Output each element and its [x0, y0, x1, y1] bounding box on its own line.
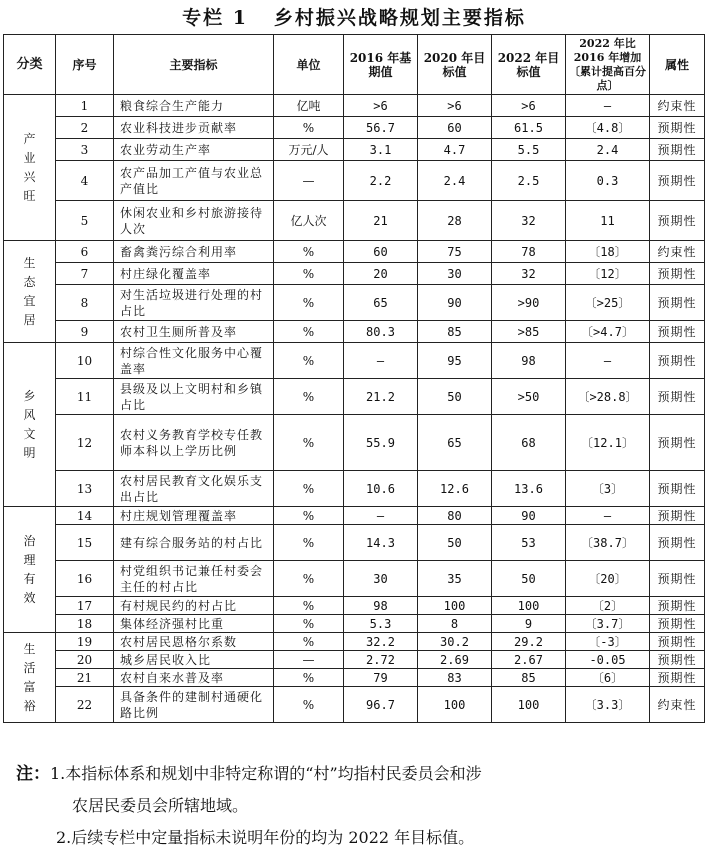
value-2022: 13.6	[492, 471, 566, 507]
value-2020: 50	[418, 525, 492, 561]
table-row	[4, 343, 705, 379]
unit-cell: %	[274, 633, 344, 651]
indicator-name: 县级及以上文明村和乡镇占比	[114, 379, 274, 415]
value-2016: 65	[344, 285, 418, 321]
value-2020: 100	[418, 597, 492, 615]
increase-value: 2.4	[566, 139, 650, 161]
row-index: 18	[56, 615, 114, 633]
increase-value: —	[566, 343, 650, 379]
table-row	[4, 525, 705, 561]
category-name: 生态宜居	[23, 255, 36, 327]
header-base-2016: 2016 年基期值	[344, 35, 418, 95]
header-index: 序号	[56, 35, 114, 95]
category-cell	[4, 507, 56, 633]
value-2022: 9	[492, 615, 566, 633]
table-row	[4, 507, 705, 525]
increase-value: 〔2〕	[566, 597, 650, 615]
table-row	[4, 201, 705, 241]
note-1-line-1: 1.本指标体系和规划中非特定称谓的“村”均指村民委员会和涉	[50, 764, 482, 783]
notes-label: 注：	[16, 764, 50, 784]
value-2016: —	[344, 507, 418, 525]
table-row	[4, 161, 705, 201]
note-1-continued: 农居民委员会所辖地域。	[72, 796, 249, 815]
unit-cell: %	[274, 597, 344, 615]
unit-cell: 万元/人	[274, 139, 344, 161]
category-name: 治理有效	[23, 533, 36, 605]
increase-value: 〔4.8〕	[566, 117, 650, 139]
row-index: 8	[56, 285, 114, 321]
attribute-cell: 预期性	[650, 263, 705, 285]
increase-value: 〔38.7〕	[566, 525, 650, 561]
unit-cell: %	[274, 669, 344, 687]
value-2016: 20	[344, 263, 418, 285]
table-row	[4, 321, 705, 343]
indicator-name: 休闲农业和乡村旅游接待人次	[114, 201, 274, 241]
attribute-cell: 约束性	[650, 687, 705, 723]
value-2022: >50	[492, 379, 566, 415]
value-2020: 35	[418, 561, 492, 597]
value-2020: 12.6	[418, 471, 492, 507]
value-2020: 75	[418, 241, 492, 263]
value-2022: 32	[492, 263, 566, 285]
value-2022: 61.5	[492, 117, 566, 139]
indicator-name: 农村卫生厕所普及率	[114, 321, 274, 343]
attribute-cell: 预期性	[650, 561, 705, 597]
table-row	[4, 117, 705, 139]
increase-value: 〔6〕	[566, 669, 650, 687]
value-2016: 79	[344, 669, 418, 687]
value-2020: 95	[418, 343, 492, 379]
value-2016: 80.3	[344, 321, 418, 343]
row-index: 7	[56, 263, 114, 285]
attribute-cell: 预期性	[650, 117, 705, 139]
row-index: 19	[56, 633, 114, 651]
value-2016: 32.2	[344, 633, 418, 651]
indicator-name: 农村自来水普及率	[114, 669, 274, 687]
increase-value: 11	[566, 201, 650, 241]
attribute-cell: 预期性	[650, 379, 705, 415]
value-2022: 2.5	[492, 161, 566, 201]
attribute-cell: 预期性	[650, 321, 705, 343]
value-2016: 30	[344, 561, 418, 597]
value-2020: >6	[418, 95, 492, 117]
attribute-cell: 预期性	[650, 471, 705, 507]
value-2022: >6	[492, 95, 566, 117]
unit-cell: %	[274, 471, 344, 507]
value-2016: 98	[344, 597, 418, 615]
row-index: 15	[56, 525, 114, 561]
row-index: 12	[56, 415, 114, 471]
header-row	[4, 35, 705, 95]
value-2022: 50	[492, 561, 566, 597]
value-2020: 90	[418, 285, 492, 321]
indicator-name: 建有综合服务站的村占比	[114, 525, 274, 561]
category-name: 产业兴旺	[23, 131, 36, 203]
table-row	[4, 687, 705, 723]
row-index: 21	[56, 669, 114, 687]
indicator-name: 城乡居民收入比	[114, 651, 274, 669]
table-row	[4, 633, 705, 651]
value-2020: 85	[418, 321, 492, 343]
attribute-cell: 预期性	[650, 285, 705, 321]
value-2020: 28	[418, 201, 492, 241]
category-cell	[4, 95, 56, 241]
indicator-name: 农产品加工产值与农业总产值比	[114, 161, 274, 201]
row-index: 3	[56, 139, 114, 161]
attribute-cell: 预期性	[650, 415, 705, 471]
row-index: 4	[56, 161, 114, 201]
value-2022: 68	[492, 415, 566, 471]
notes-section	[16, 758, 706, 854]
unit-cell: %	[274, 415, 344, 471]
row-index: 5	[56, 201, 114, 241]
increase-value: 0.3	[566, 161, 650, 201]
value-2016: >6	[344, 95, 418, 117]
value-2016: 5.3	[344, 615, 418, 633]
value-2022: 85	[492, 669, 566, 687]
table-row	[4, 263, 705, 285]
table-body	[4, 95, 705, 723]
indicator-name: 村庄绿化覆盖率	[114, 263, 274, 285]
category-cell	[4, 633, 56, 723]
attribute-cell: 约束性	[650, 95, 705, 117]
row-index: 2	[56, 117, 114, 139]
indicator-name: 村庄规划管理覆盖率	[114, 507, 274, 525]
table-row	[4, 669, 705, 687]
value-2016: —	[344, 343, 418, 379]
header-target-2022: 2022 年目标值	[492, 35, 566, 95]
header-category: 分类	[4, 35, 56, 95]
table-row	[4, 379, 705, 415]
row-index: 11	[56, 379, 114, 415]
indicator-name: 有村规民约的村占比	[114, 597, 274, 615]
value-2020: 100	[418, 687, 492, 723]
increase-value: 〔3.3〕	[566, 687, 650, 723]
value-2020: 80	[418, 507, 492, 525]
unit-cell: —	[274, 161, 344, 201]
table-row	[4, 415, 705, 471]
unit-cell: 亿人次	[274, 201, 344, 241]
value-2016: 96.7	[344, 687, 418, 723]
unit-cell: %	[274, 507, 344, 525]
increase-value: 〔-3〕	[566, 633, 650, 651]
value-2020: 2.69	[418, 651, 492, 669]
attribute-cell: 预期性	[650, 669, 705, 687]
value-2016: 2.72	[344, 651, 418, 669]
row-index: 14	[56, 507, 114, 525]
unit-cell: %	[274, 687, 344, 723]
row-index: 9	[56, 321, 114, 343]
note-2: 2.后续专栏中定量指标未说明年份的均为 2022 年目标值。	[56, 828, 475, 847]
unit-cell: %	[274, 263, 344, 285]
unit-cell: %	[274, 561, 344, 597]
row-index: 13	[56, 471, 114, 507]
value-2020: 30.2	[418, 633, 492, 651]
category-cell	[4, 241, 56, 343]
value-2016: 21.2	[344, 379, 418, 415]
value-2022: 53	[492, 525, 566, 561]
table-row	[4, 651, 705, 669]
table-row	[4, 285, 705, 321]
row-index: 20	[56, 651, 114, 669]
unit-cell: %	[274, 525, 344, 561]
value-2022: >90	[492, 285, 566, 321]
increase-value: —	[566, 507, 650, 525]
header-unit: 单位	[274, 35, 344, 95]
attribute-cell: 预期性	[650, 615, 705, 633]
header-indicator: 主要指标	[114, 35, 274, 95]
value-2020: 30	[418, 263, 492, 285]
attribute-cell: 约束性	[650, 241, 705, 263]
value-2022: 32	[492, 201, 566, 241]
value-2022: 98	[492, 343, 566, 379]
indicator-name: 农村居民恩格尔系数	[114, 633, 274, 651]
value-2022: 100	[492, 687, 566, 723]
value-2022: 100	[492, 597, 566, 615]
table-title: 专栏 1 乡村振兴战略规划主要指标	[182, 7, 526, 29]
table-row	[4, 139, 705, 161]
unit-cell: %	[274, 343, 344, 379]
table-row	[4, 241, 705, 263]
value-2020: 65	[418, 415, 492, 471]
indicator-name: 对生活垃圾进行处理的村占比	[114, 285, 274, 321]
indicator-name: 集体经济强村比重	[114, 615, 274, 633]
value-2020: 8	[418, 615, 492, 633]
value-2016: 56.7	[344, 117, 418, 139]
category-name: 乡风文明	[23, 388, 36, 460]
increase-value: 〔12〕	[566, 263, 650, 285]
value-2022: 78	[492, 241, 566, 263]
unit-cell: %	[274, 285, 344, 321]
unit-cell: 亿吨	[274, 95, 344, 117]
value-2022: >85	[492, 321, 566, 343]
attribute-cell: 预期性	[650, 161, 705, 201]
attribute-cell: 预期性	[650, 139, 705, 161]
table-row	[4, 597, 705, 615]
indicator-name: 农业劳动生产率	[114, 139, 274, 161]
value-2020: 60	[418, 117, 492, 139]
attribute-cell: 预期性	[650, 651, 705, 669]
row-index: 10	[56, 343, 114, 379]
increase-value: 〔3〕	[566, 471, 650, 507]
value-2022: 2.67	[492, 651, 566, 669]
increase-value: 〔>4.7〕	[566, 321, 650, 343]
unit-cell: %	[274, 117, 344, 139]
table-row	[4, 615, 705, 633]
indicator-name: 具备条件的建制村通硬化路比例	[114, 687, 274, 723]
category-cell	[4, 343, 56, 507]
value-2020: 2.4	[418, 161, 492, 201]
indicator-name: 畜禽粪污综合利用率	[114, 241, 274, 263]
increase-value: -0.05	[566, 651, 650, 669]
increase-value: 〔>28.8〕	[566, 379, 650, 415]
attribute-cell: 预期性	[650, 633, 705, 651]
increase-value: 〔>25〕	[566, 285, 650, 321]
increase-value: 〔3.7〕	[566, 615, 650, 633]
value-2020: 50	[418, 379, 492, 415]
indicator-name: 村党组织书记兼任村委会主任的村占比	[114, 561, 274, 597]
value-2020: 83	[418, 669, 492, 687]
value-2016: 21	[344, 201, 418, 241]
indicator-name: 农村居民教育文化娱乐支出占比	[114, 471, 274, 507]
header-increase: 2022 年比 2016 年增加〔累计提高百分点〕	[566, 35, 650, 95]
unit-cell: %	[274, 241, 344, 263]
unit-cell: %	[274, 321, 344, 343]
increase-value: 〔18〕	[566, 241, 650, 263]
value-2016: 55.9	[344, 415, 418, 471]
unit-cell: —	[274, 651, 344, 669]
increase-value: —	[566, 95, 650, 117]
increase-value: 〔20〕	[566, 561, 650, 597]
attribute-cell: 预期性	[650, 597, 705, 615]
row-index: 1	[56, 95, 114, 117]
table-row	[4, 471, 705, 507]
header-target-2020: 2020 年目标值	[418, 35, 492, 95]
note-1	[16, 758, 706, 790]
table-row	[4, 95, 705, 117]
indicator-name: 村综合性文化服务中心覆盖率	[114, 343, 274, 379]
unit-cell: %	[274, 615, 344, 633]
value-2022: 90	[492, 507, 566, 525]
value-2016: 2.2	[344, 161, 418, 201]
indicator-name: 农业科技进步贡献率	[114, 117, 274, 139]
row-index: 17	[56, 597, 114, 615]
row-index: 16	[56, 561, 114, 597]
value-2016: 14.3	[344, 525, 418, 561]
indicator-table	[3, 34, 705, 723]
attribute-cell: 预期性	[650, 507, 705, 525]
table-row	[4, 561, 705, 597]
category-name: 生活富裕	[23, 641, 36, 713]
attribute-cell: 预期性	[650, 201, 705, 241]
unit-cell: %	[274, 379, 344, 415]
indicator-name: 农村义务教育学校专任教师本科以上学历比例	[114, 415, 274, 471]
value-2016: 3.1	[344, 139, 418, 161]
value-2016: 10.6	[344, 471, 418, 507]
value-2020: 4.7	[418, 139, 492, 161]
value-2022: 29.2	[492, 633, 566, 651]
attribute-cell: 预期性	[650, 525, 705, 561]
row-index: 22	[56, 687, 114, 723]
value-2016: 60	[344, 241, 418, 263]
header-attribute: 属性	[650, 35, 705, 95]
value-2022: 5.5	[492, 139, 566, 161]
row-index: 6	[56, 241, 114, 263]
indicator-name: 粮食综合生产能力	[114, 95, 274, 117]
increase-value: 〔12.1〕	[566, 415, 650, 471]
attribute-cell: 预期性	[650, 343, 705, 379]
